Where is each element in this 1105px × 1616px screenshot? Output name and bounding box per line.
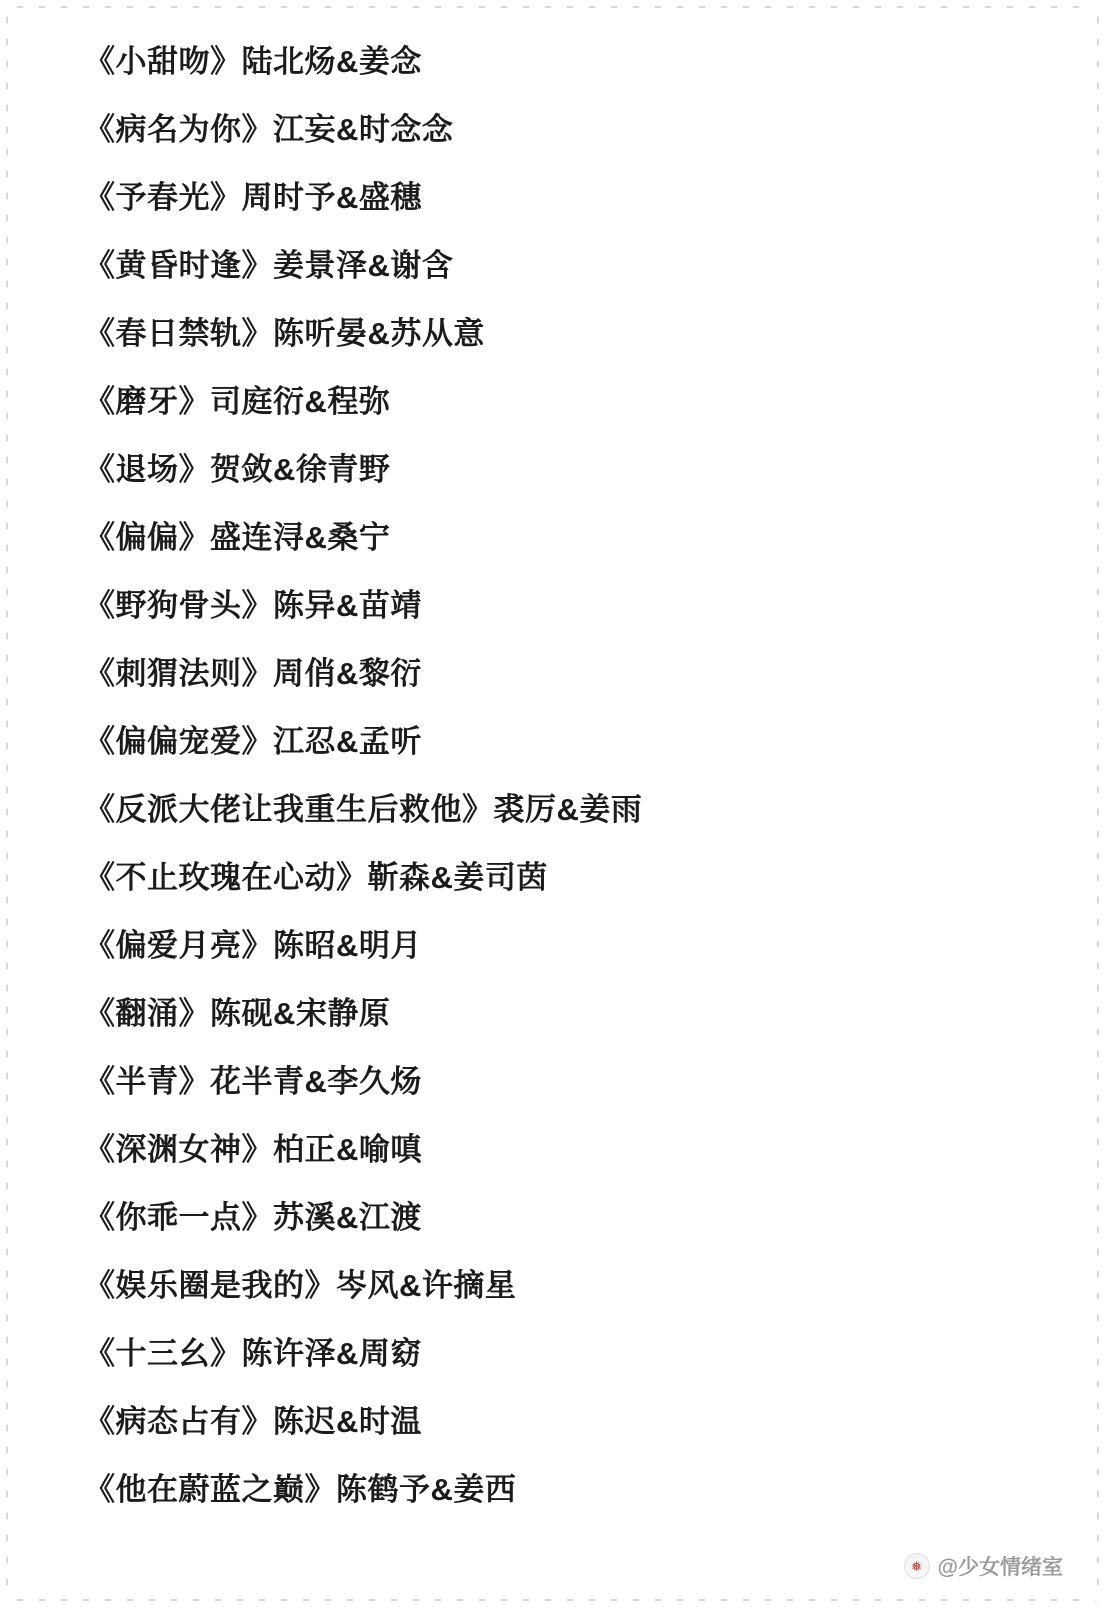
list-item: 《予春光》周时予&盛穗 <box>84 180 422 215</box>
list-item: 《小甜吻》陆北炀&姜念 <box>84 44 422 79</box>
list-item: 《黄昏时逢》姜景泽&谢含 <box>84 248 454 283</box>
list-item: 《半青》花半青&李久炀 <box>84 1064 422 1099</box>
list-item: 《他在蔚蓝之巅》陈鹤予&姜西 <box>84 1472 517 1507</box>
weibo-icon: ❅ <box>904 1553 930 1579</box>
list-item: 《反派大佬让我重生后救他》裘厉&姜雨 <box>84 792 643 827</box>
list-item: 《不止玫瑰在心动》靳森&姜司茵 <box>84 860 548 895</box>
list-item: 《春日禁轨》陈听晏&苏从意 <box>84 316 485 351</box>
list-item: 《深渊女神》柏正&喻嗔 <box>84 1132 422 1167</box>
list-item: 《病名为你》江妄&时念念 <box>84 112 454 147</box>
book-list <box>84 28 1045 1524</box>
list-item: 《磨牙》司庭衍&程弥 <box>84 384 391 419</box>
list-item: 《野狗骨头》陈异&苗靖 <box>84 588 422 623</box>
list-item: 《翻涌》陈砚&宋静原 <box>84 996 391 1031</box>
list-item: 《十三幺》陈许泽&周窈 <box>84 1336 422 1371</box>
list-item: 《偏偏》盛连浔&桑宁 <box>84 520 391 555</box>
list-item: 《偏爱月亮》陈昭&明月 <box>84 928 422 963</box>
list-item: 《你乖一点》苏溪&江渡 <box>84 1200 422 1235</box>
list-item: 《娱乐圈是我的》岑风&许摘星 <box>84 1268 517 1303</box>
list-item: 《偏偏宠爱》江忍&孟听 <box>84 724 422 759</box>
list-item: 《病态占有》陈迟&时温 <box>84 1404 422 1439</box>
watermark-text: @少女情绪室 <box>937 1556 1063 1579</box>
watermark <box>904 1551 1063 1581</box>
list-item: 《退场》贺敛&徐青野 <box>84 452 391 487</box>
list-item: 《刺猬法则》周俏&黎衍 <box>84 656 422 691</box>
